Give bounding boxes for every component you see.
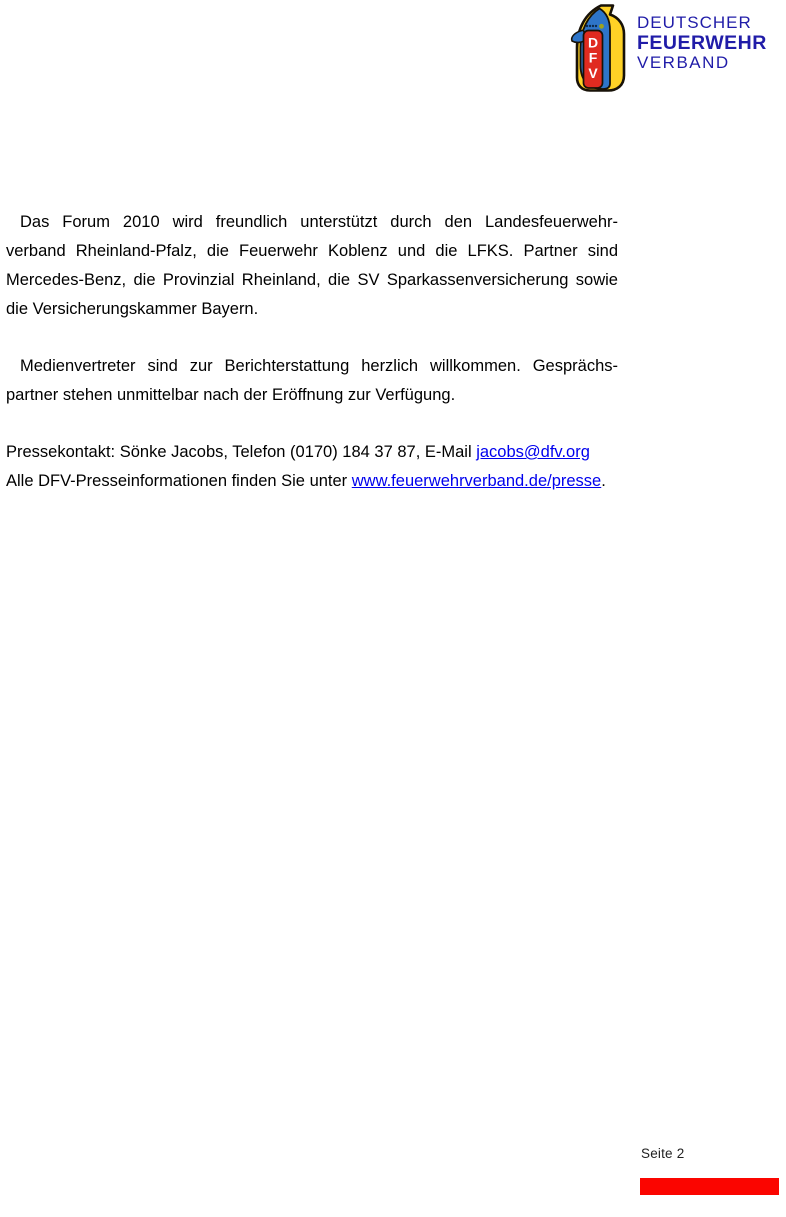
logo-wordmark-line1: DEUTSCHER bbox=[637, 13, 752, 32]
logo-wordmark-line3: VERBAND bbox=[637, 53, 730, 72]
press-contact-text: Pressekontakt: Sönke Jacobs, Telefon (0170) 184 37 87, E-Mail bbox=[6, 443, 477, 461]
footer-red-bar bbox=[640, 1178, 779, 1195]
paragraph-support bbox=[6, 208, 618, 324]
dfv-helmet-icon bbox=[569, 4, 629, 93]
svg-text:V: V bbox=[588, 65, 598, 81]
email-link[interactable]: jacobs@dfv.org bbox=[476, 443, 590, 461]
paragraph-line: Das Forum 2010 wird freundlich unterstützt durch den Landesfeuerwehr- bbox=[20, 213, 618, 231]
press-info-line bbox=[6, 467, 618, 496]
paragraph-line: verband Rheinland-Pfalz, die Feuerwehr Koblenz und die LFKS. Partner sind bbox=[6, 242, 618, 260]
paragraph-media bbox=[6, 352, 618, 410]
press-contact-block bbox=[6, 438, 618, 496]
press-info-text: Alle DFV-Presseinformationen finden Sie unter bbox=[6, 472, 352, 490]
svg-text:D: D bbox=[587, 34, 599, 51]
paragraph-line: partner stehen unmittelbar nach der Eröffnung zur Verfügung. bbox=[6, 386, 456, 404]
logo-wordmark-line2: FEUERWEHR bbox=[637, 32, 767, 54]
press-info-suffix: . bbox=[601, 472, 606, 490]
dfv-logo bbox=[569, 4, 779, 96]
paragraph-line: die Versicherungskammer Bayern. bbox=[6, 300, 259, 318]
press-contact-line bbox=[6, 438, 618, 467]
document-body bbox=[6, 208, 618, 496]
paragraph-line: Medienvertreter sind zur Berichterstattung herzlich willkommen. Gesprächs- bbox=[20, 357, 618, 375]
page-number-label: Seite 2 bbox=[641, 1146, 685, 1161]
paragraph-line: Mercedes-Benz, die Provinzial Rheinland, die SV Sparkassenversicherung sowie bbox=[6, 271, 618, 289]
svg-text:F: F bbox=[588, 49, 598, 66]
presse-website-link[interactable]: www.feuerwehrverband.de/presse bbox=[351, 472, 602, 490]
logo-wordmark bbox=[637, 13, 767, 73]
